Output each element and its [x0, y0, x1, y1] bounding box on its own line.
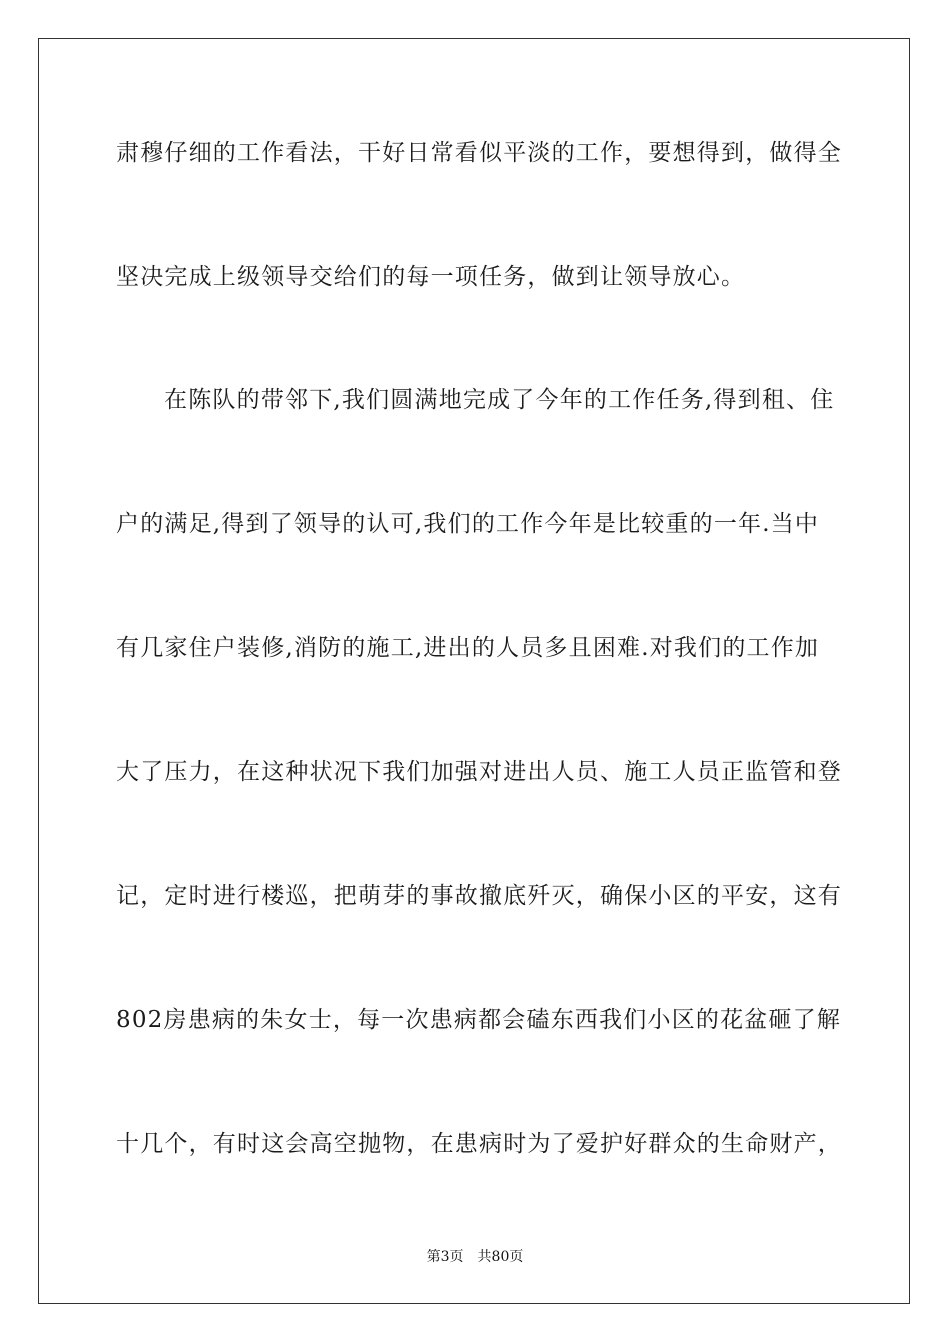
text-line-2: 坚决完成上级领导交给们的每一项任务，做到让领导放心。	[116, 264, 746, 290]
text-line-6: 大了压力，在这种状况下我们加强对进出人员、施工人员正监管和登	[116, 759, 842, 785]
text-line-7: 记，定时进行楼巡，把萌芽的事故撤底歼灭，确保小区的平安，这有	[116, 883, 842, 909]
text-line-1: 肃穆仔细的工作看法，干好日常看似平淡的工作，要想得到，做得全	[116, 140, 842, 166]
text-line-5: 有几家住户装修,消防的施工,进出的人员多且困难.对我们的工作加	[116, 635, 820, 661]
page-frame	[38, 38, 910, 1304]
text-line-8: 802房患病的朱女士，每一次患病都会磕东西我们小区的花盆砸了解	[116, 1007, 842, 1033]
page-number: 第3页	[426, 1249, 464, 1265]
page-total: 共80页	[477, 1249, 524, 1265]
text-line-9: 十几个，有时这会高空抛物，在患病时为了爱护好群众的生命财产，	[116, 1131, 842, 1157]
page-footer	[0, 1246, 950, 1266]
text-line-4: 户的满足,得到了领导的认可,我们的工作今年是比较重的一年.当中	[116, 511, 820, 537]
text-line-3: 在陈队的带邻下,我们圆满地完成了今年的工作任务,得到租、住	[164, 387, 835, 413]
